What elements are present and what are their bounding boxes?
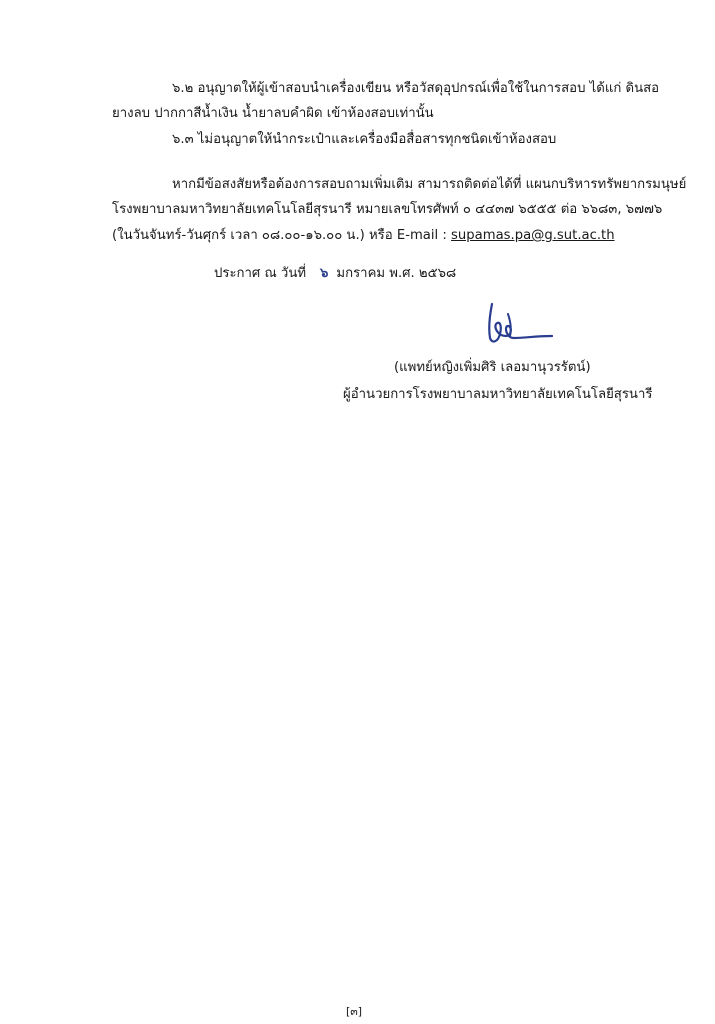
contact-hours: (ในวันจันทร์-วันศุกร์ เวลา ๐๘.๐๐-๑๖.๐๐ น.) หรือ E-mail :	[112, 228, 452, 243]
signatory-name: (แพทย์หญิงเพิ่มศิริ เลอมานุวรรัตน์)	[394, 360, 591, 375]
signature	[478, 300, 558, 348]
email-link[interactable]: supamas.pa@g.sut.ac.th	[451, 228, 615, 243]
announcement-month-year: มกราคม พ.ศ. ๒๕๖๘	[336, 266, 457, 281]
contact-line-2: โรงพยาบาลมหาวิทยาลัยเทคโนโลยีสุรนารี หมายเลขโทรศัพท์ ๐ ๔๔๓๗ ๖๕๕๕ ต่อ ๖๖๘๓, ๖๗๗๖	[112, 202, 663, 217]
announcement-prefix: ประกาศ ณ วันที่	[214, 266, 307, 281]
page-number: [๓]	[346, 1005, 363, 1018]
item-6-2-line-2: ยางลบ ปากกาสีน้ำเงิน น้ำยาลบคำผิด เข้าห้องสอบเท่านั้น	[112, 106, 434, 121]
announcement-day: ๖	[320, 266, 329, 281]
item-6-2-line-1: ๖.๒ อนุญาตให้ผู้เข้าสอบนำเครื่องเขียน หรือวัสดุอุปกรณ์เพื่อใช้ในการสอบ ได้แก่ ดินสอ	[172, 81, 660, 96]
announcement-date	[214, 265, 456, 283]
contact-line-3	[112, 227, 615, 245]
item-6-3: ๖.๓ ไม่อนุญาตให้นำกระเป๋าและเครื่องมือสื่อสารทุกชนิดเข้าห้องสอบ	[172, 132, 557, 147]
signatory-position: ผู้อำนวยการโรงพยาบาลมหาวิทยาลัยเทคโนโลยีสุรนารี	[343, 387, 653, 402]
contact-line-1: หากมีข้อสงสัยหรือต้องการสอบถามเพิ่มเติม สามารถติดต่อได้ที่ แผนกบริหารทรัพยากรมนุษย์	[172, 177, 687, 192]
